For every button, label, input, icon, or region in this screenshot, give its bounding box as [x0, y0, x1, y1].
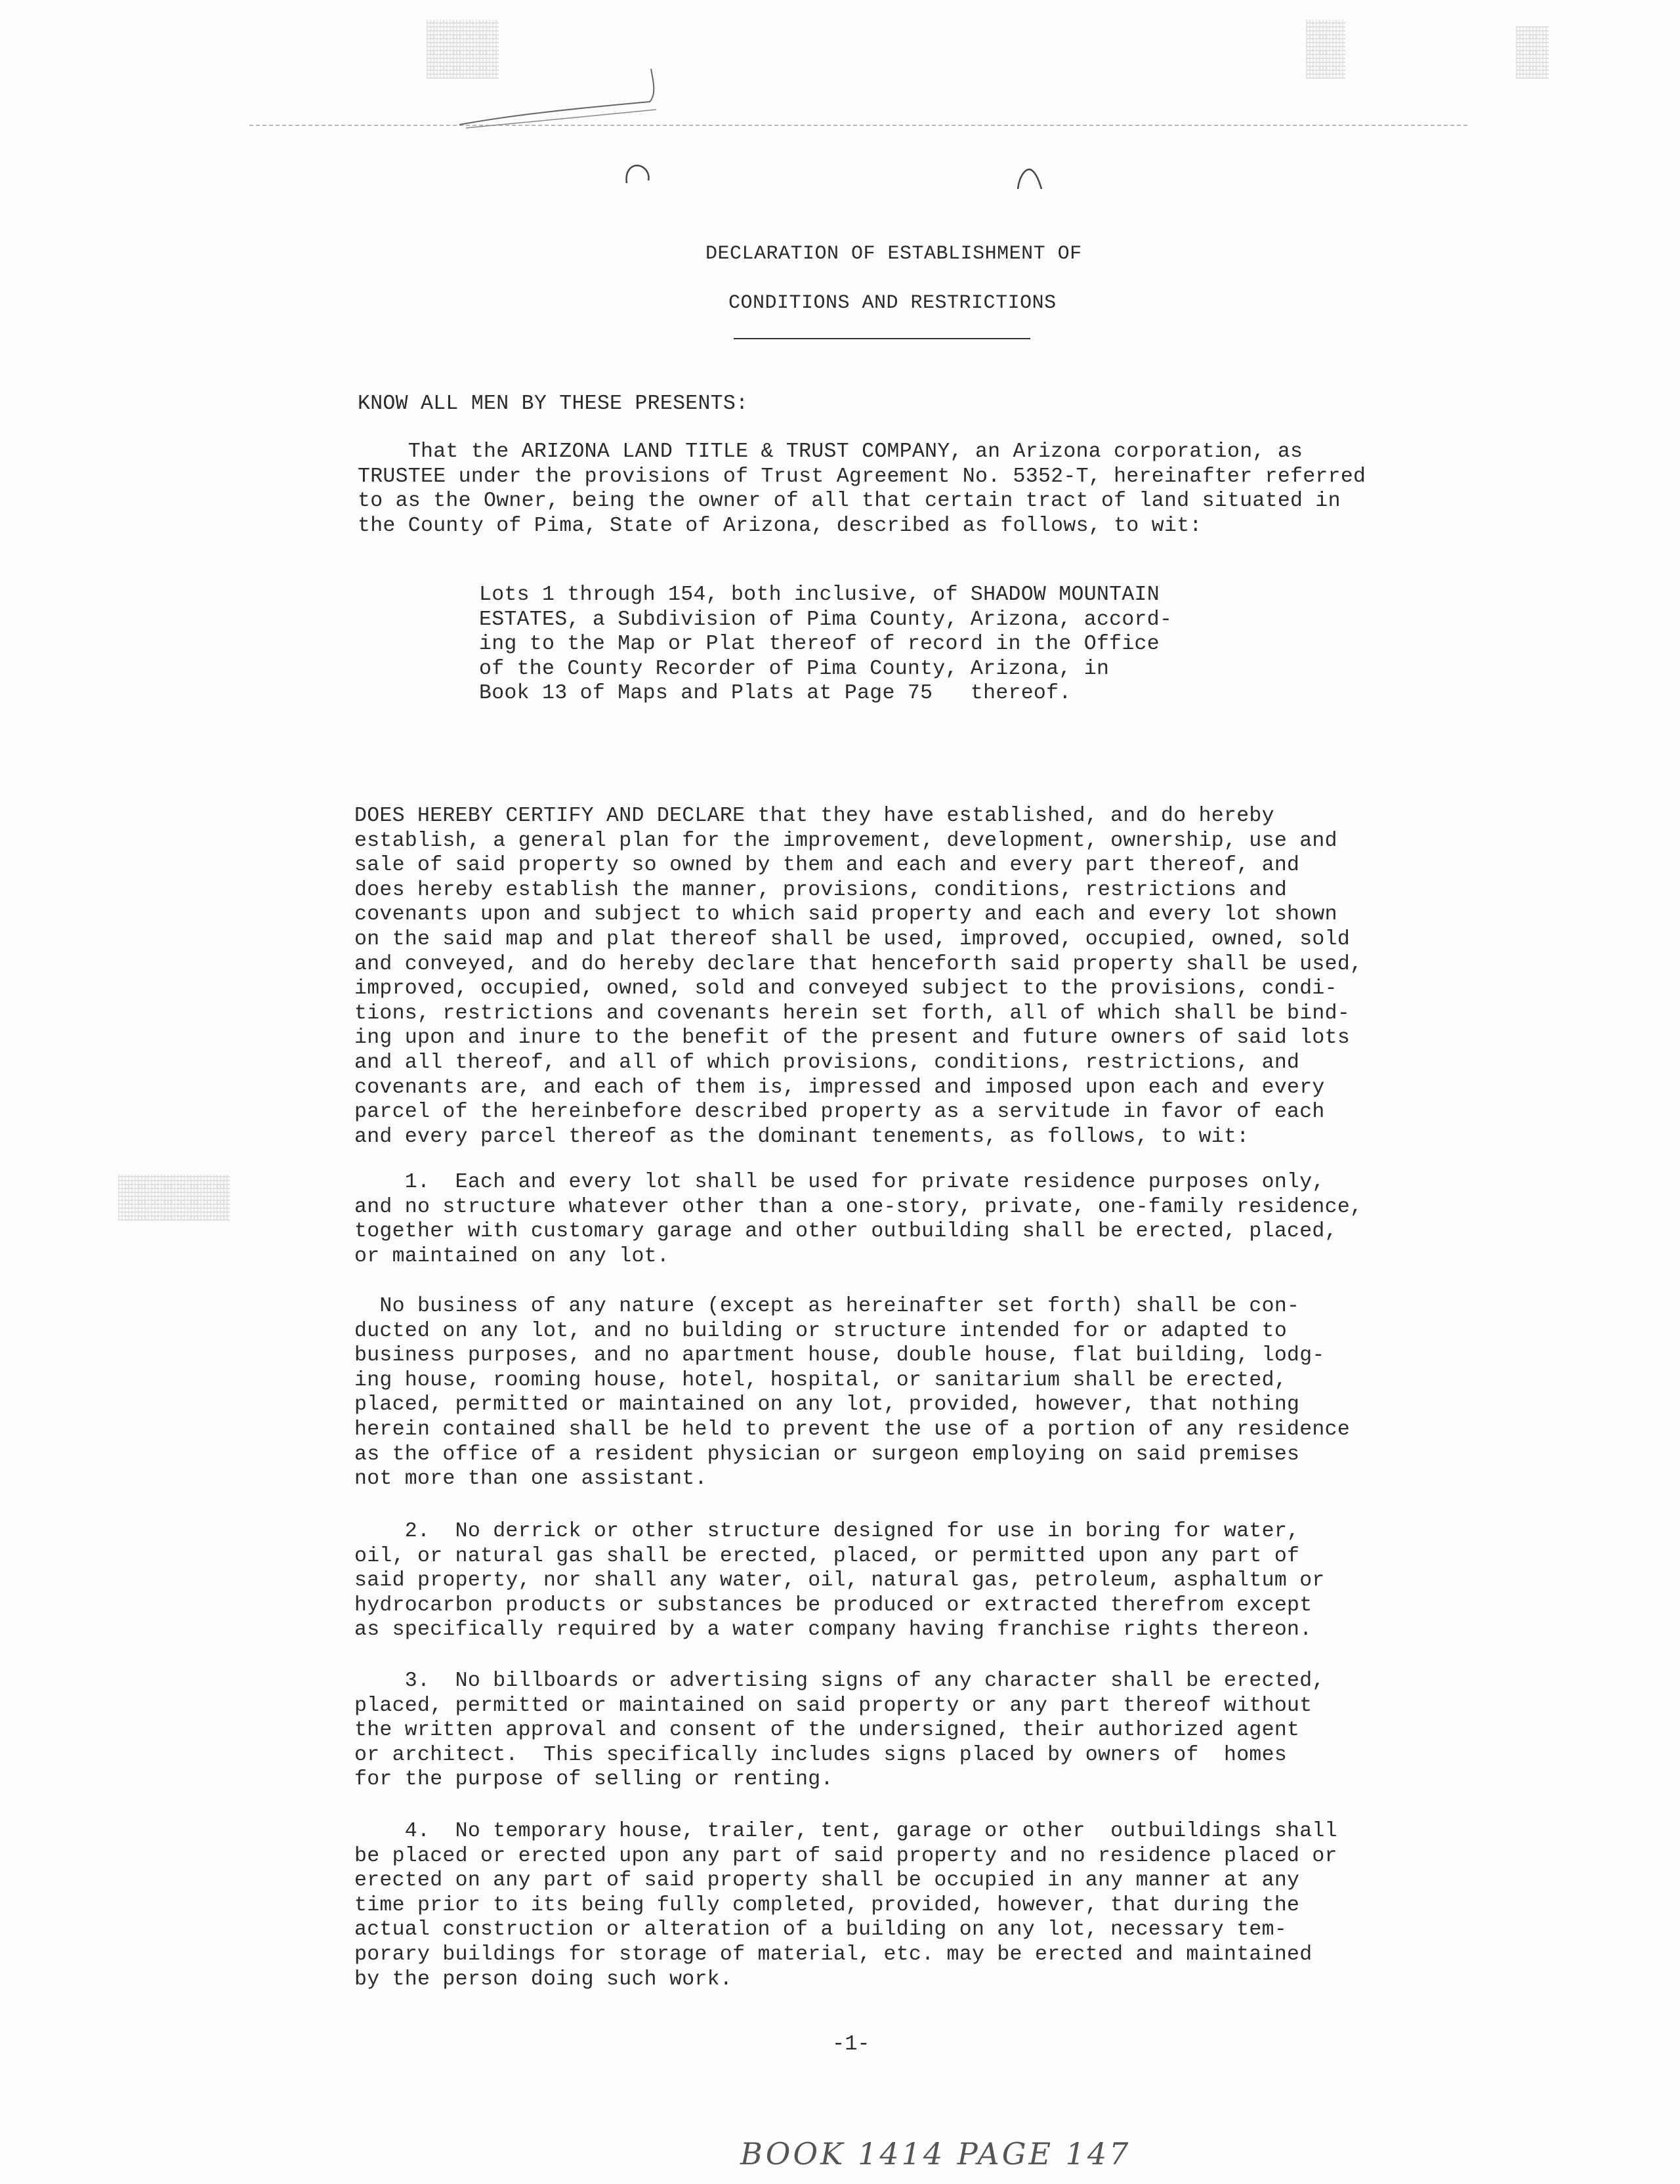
restriction-item-4: 4. No temporary house, trailer, tent, garage or other outbuildings shall be placed or erected upon any part of said property and no residence placed or erected on any part of said property shall be occupied in any manner at any time prior to its being fully completed, provided, however, that during the actual construction or alteration of a building on any lot, necessary tem- porary buildings for storage of material, etc. may be erected and maintained by the person doing such work.: [354, 1820, 1337, 1991]
legal-description: Lots 1 through 154, both inclusive, of SHADOW MOUNTAIN ESTATES, a Subdivision of Pima County, Arizona, accord- ing to the Map or Plat thereof of record in the Office of the County Recorder of Pima County, Arizona, in Book 13 of Maps and Plats at Page 75 thereof.: [479, 583, 1173, 705]
preamble-paragraph: That the ARIZONA LAND TITLE & TRUST COMPANY, an Arizona corporation, as TRUSTEE under the provisions of Trust Agreement No. 5352-T, hereinafter referred to as the Owner, being the owner of all that certain tract of land situated in the County of Pima, State of Arizona, described as follows, to wit:: [358, 440, 1366, 537]
punch-hole-mark-right: [1014, 165, 1044, 192]
title-underline: [734, 338, 1030, 339]
scan-noise-top-right: [1306, 20, 1345, 79]
document-title-line-2: CONDITIONS AND RESTRICTIONS: [728, 292, 1057, 314]
restriction-item-1-business: No business of any nature (except as hereinafter set forth) shall be con- ducted on any lot, and no building or structure intended for or adapted to business purposes, and no apartment house, double house, flat building, lodg- ing house, rooming house, hotel, hospital, or sanitarium shall be erected, placed, permitted or maintained on any lot, provided, however, that nothing herein contained shall be held to prevent the use of a portion of any residence as the office of a resident physician or surgeon employing on said premises not more than one assistant.: [354, 1295, 1351, 1491]
scan-noise-left-margin: [118, 1175, 230, 1221]
restriction-item-3: 3. No billboards or advertising signs of any character shall be erected, placed, permitted or maintained on said property or any part thereof without the written approval and consent of the undersigned, their authorized agent or architect. This specifically includes signs placed by owners of homes for the purpose of selling or renting.: [354, 1670, 1325, 1792]
scan-noise-top-far-right: [1516, 26, 1549, 79]
page-number: -1-: [832, 2032, 870, 2056]
handwritten-scribble: [459, 62, 669, 135]
certification-paragraph: DOES HEREBY CERTIFY AND DECLARE that they have established, and do hereby establish, a general plan for the improvement, development, ownership, use and sale of said property so owned by them and each and every part thereof, and does hereby establish the manner, provisions, conditions, restrictions and covenants upon and subject to which said property and each and every lot shown on the said map and plat thereof shall be used, improved, occupied, owned, sold and conveyed, and do hereby declare that henceforth said property shall be used, improved, occupied, owned, sold and conveyed subject to the provisions, condi- tions, restrictions and covenants herein set forth, all of which shall be bind- ing upon and inure to the benefit of the present and future owners of said lots and all thereof, and all of which provisions, conditions, restrictions, and covenants are, and each of them is, impressed and imposed upon each and every parcel of the hereinbefore described property as a servitude in favor of each and every parcel thereof as the dominant tenements, as follows, to wit:: [354, 805, 1363, 1148]
restriction-item-2: 2. No derrick or other structure designed for use in boring for water, oil, or natural gas shall be erected, placed, or permitted upon any part of said property, nor shall any water, oil, natural gas, petroleum, asphaltum or hydrocarbon products or substances be produced or extracted therefrom except as specifically required by a water company having franchise rights thereon.: [354, 1520, 1325, 1642]
restriction-item-1: 1. Each and every lot shall be used for private residence purposes only, and no structure whatever other than a one-story, private, one-family residence, together with customary garage and other outbuilding shall be erected, placed, or maintained on any lot.: [354, 1171, 1363, 1268]
document-title-line-1: DECLARATION OF ESTABLISHMENT OF: [705, 243, 1082, 265]
scan-edge-line: [249, 125, 1470, 126]
salutation: KNOW ALL MEN BY THESE PRESENTS:: [358, 392, 749, 415]
book-page-stamp: BOOK 1414 PAGE 147: [740, 2136, 1131, 2172]
punch-hole-mark-left: [623, 161, 654, 187]
